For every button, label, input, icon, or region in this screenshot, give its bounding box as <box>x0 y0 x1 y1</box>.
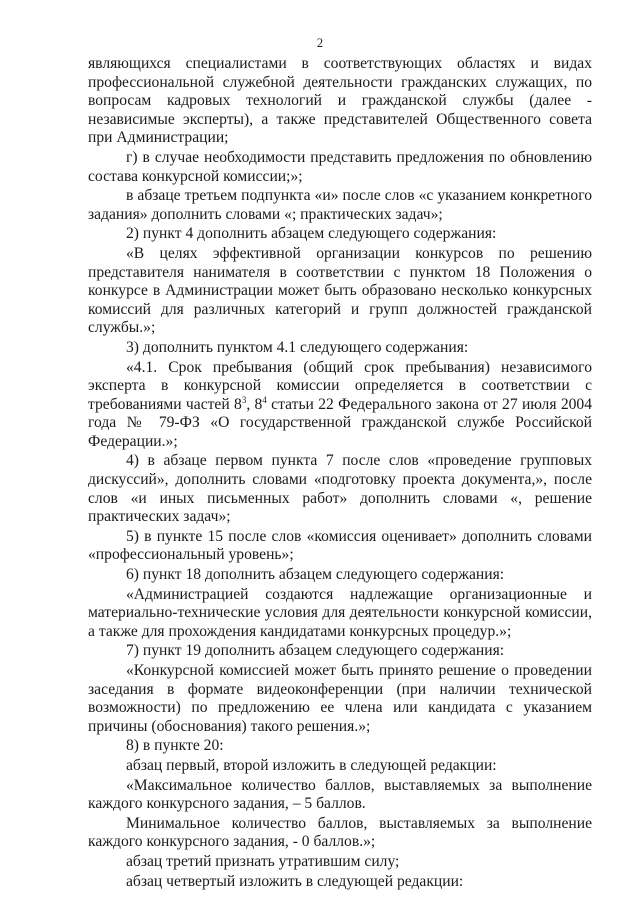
paragraph-item-4: 4) в абзаце первом пункта 7 после слов «проведение групповых дискуссий», дополнить словами «подготовку проекта документа,», после слов «и иных письменных работ» дополнить словами «, решение практических задач»; <box>88 452 592 526</box>
item-4-1-text-end: статьи 22 Федерального закона от 27 июля 2004 года № 79-ФЗ «О государственной гражданской службе Российской Федерации.»; <box>88 395 593 450</box>
paragraph-fourth-new-edition: абзац четвертый изложить в следующей редакции: <box>126 872 464 890</box>
paragraph-item-2-text: «В целях эффективной организации конкурсов по решению представителя нанимателя в соответствии с пунктом 18 Положения о конкурсе в Администрации может быть образовано несколько конкурсных комиссий для различных категорий и групп должностей гражданской службы.»; <box>88 244 592 337</box>
paragraph-item-8: 8) в пункте 20: <box>126 737 224 755</box>
paragraph-item-4-1-text <box>88 359 592 452</box>
item-4-1-text-start: «4.1. Срок пребывания (общий срок пребывания) независимого эксперта в конкурсной комиссии определяется в соответствии с требованиями частей 8 <box>88 358 592 413</box>
paragraph-item-7-text: «Конкурсной комиссией может быть принято решение о проведении заседания в формате видеоконференции (при наличии технической возможности) по предложению ее члена или кандидата с указанием причины (обоснования) такого решения.»; <box>88 662 592 735</box>
paragraph-subitem-g: г) в случае необходимости представить предложения по обновлению состава конкурсной комиссии;»; <box>88 148 592 185</box>
paragraph-item-5: 5) в пункте 15 после слов «комиссия оценивает» дополнить словами «профессиональный уровень»; <box>88 527 592 564</box>
paragraph-subitem-i-amendment: в абзаце третьем подпункта «и» после слов «с указанием конкретного задания» дополнить словами «; практических задач»; <box>88 187 592 223</box>
paragraph-item-8-first-second: абзац первый, второй изложить в следующей редакции: <box>126 756 497 774</box>
paragraph-item-6: 6) пункт 18 дополнить абзацем следующего содержания: <box>126 566 505 584</box>
paragraph-min-points: Минимальное количество баллов, выставляемых за выполнение каждого конкурсного задания, - 0 баллов.»; <box>88 814 592 851</box>
document-body <box>88 55 592 891</box>
page-number: 2 <box>316 36 324 50</box>
paragraph-item-3: 3) дополнить пунктом 4.1 следующего содержания: <box>126 338 469 356</box>
paragraph-item-6-text: «Администрацией создаются надлежащие организационные и материально-технические условия для деятельности конкурсной комиссии, а также для прохождения кандидатами конкурсных процедур.»; <box>88 585 592 640</box>
paragraph-item-2: 2) пункт 4 дополнить абзацем следующего содержания: <box>126 225 497 243</box>
item-4-1-text-mid: , 8 <box>246 395 263 413</box>
superscript-4: 4 <box>262 394 267 405</box>
superscript-3: 3 <box>241 394 247 405</box>
paragraph-continuation: являющихся специалистами в соответствующих областях и видах профессиональной служебной деятельности гражданских служащих, по вопросам кадровых технологий и гражданской службы (далее - независимые эксперты), а также представителей Общественного совета при Администрации; <box>88 55 592 147</box>
paragraph-item-7: 7) пункт 19 дополнить абзацем следующего содержания: <box>126 642 505 660</box>
paragraph-max-points: «Максимальное количество баллов, выставляемых за выполнение каждого конкурсного задания, – 5 баллов. <box>88 776 592 813</box>
paragraph-third-void: абзац третий признать утратившим силу; <box>126 852 400 870</box>
